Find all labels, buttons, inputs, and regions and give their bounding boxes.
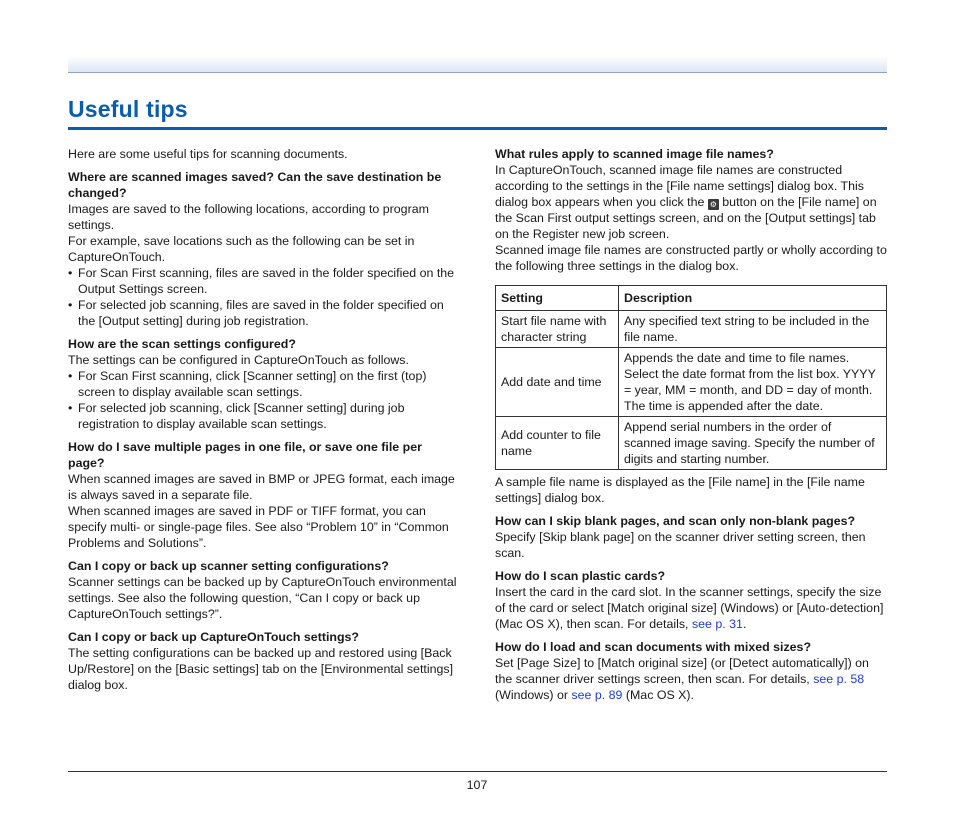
tip-save-location bbox=[68, 169, 460, 329]
answer-fragment: Set [Page Size] to [Match original size] (or [Detect automatically]) on the scanner driver settings screen, then scan. For details, bbox=[495, 656, 869, 686]
gear-icon: ⚙ bbox=[709, 200, 717, 209]
answer-text bbox=[495, 162, 888, 242]
description-cell: Append serial numbers in the order of scanned image saving. Specify the number of digits and starting number. bbox=[619, 417, 887, 470]
tip-multipage bbox=[68, 439, 460, 551]
answer-fragment: button on the [File name] on the Scan First output settings screen, and on the [Output settings] tab on the Register new job screen. bbox=[495, 195, 877, 241]
table-row bbox=[496, 348, 887, 417]
intro-text: Here are some useful tips for scanning documents. bbox=[68, 147, 348, 161]
question: How are the scan settings configured? bbox=[68, 337, 296, 351]
bullet-item: • For selected job scanning, files are saved in the folder specified on the [Output setting] during job registration. bbox=[68, 297, 460, 329]
question: How do I save multiple pages in one file, or save one file per page? bbox=[68, 440, 422, 470]
answer-text: Specify [Skip blank page] on the scanner driver setting screen, then scan. bbox=[495, 530, 866, 560]
question: How can I skip blank pages, and scan only non-blank pages? bbox=[495, 514, 856, 528]
answer-text: Scanned image file names are constructed partly or wholly according to the following three settings in the dialog box. bbox=[495, 243, 887, 273]
answer-text: The settings can be configured in CaptureOnTouch as follows. bbox=[68, 353, 409, 367]
question: Where are scanned images saved? Can the save destination be changed? bbox=[68, 170, 442, 200]
answer-fragment: . bbox=[742, 617, 747, 631]
bullet-list bbox=[68, 368, 460, 432]
answer-text: For example, save locations such as the following can be set in CaptureOnTouch. bbox=[68, 234, 415, 264]
answer-fragment: (Mac OS X). bbox=[622, 688, 695, 702]
question: Can I copy or back up scanner setting configurations? bbox=[68, 559, 389, 573]
header-description: Description bbox=[619, 286, 887, 311]
footer-divider bbox=[68, 771, 887, 772]
answer-text: When scanned images are saved in BMP or JPEG format, each image is always saved in a separate file. bbox=[68, 472, 455, 502]
see-page-89-link[interactable]: see p. 89 bbox=[571, 688, 623, 702]
answer-text bbox=[495, 655, 888, 703]
question: Can I copy or back up CaptureOnTouch settings? bbox=[68, 630, 359, 644]
left-column bbox=[68, 146, 460, 693]
question: How do I scan plastic cards? bbox=[495, 569, 666, 583]
bullet-item: • For Scan First scanning, files are saved in the folder specified on the Output Settings screen. bbox=[68, 265, 460, 297]
answer-fragment: In CaptureOnTouch, scanned image file names are constructed according to the settings in the [File name settings] dialog box. This dialog box appears when you click the bbox=[495, 163, 864, 209]
tip-scan-settings bbox=[68, 336, 460, 432]
tip-plastic-cards bbox=[495, 568, 888, 632]
see-page-58-link[interactable]: see p. 58 bbox=[813, 672, 865, 686]
question: How do I load and scan documents with mixed sizes? bbox=[495, 640, 812, 654]
header-setting: Setting bbox=[496, 286, 619, 311]
tip-backup-scanner bbox=[68, 558, 460, 622]
header-band bbox=[68, 56, 887, 73]
tip-mixed-sizes bbox=[495, 639, 888, 703]
page-number: 107 bbox=[466, 778, 488, 792]
question: What rules apply to scanned image file names? bbox=[495, 147, 774, 161]
description-cell: Any specified text string to be included in the file name. bbox=[619, 311, 887, 348]
tip-backup-captureontouch bbox=[68, 629, 460, 693]
answer-text: Scanner settings can be backed up by CaptureOnTouch environmental settings. See also the following question, “Can I copy or back up CaptureOnTouch settings?”. bbox=[68, 575, 457, 621]
bullet-item: • For Scan First scanning, click [Scanner setting] on the first (top) screen to display available scan settings. bbox=[68, 368, 460, 400]
table-header-row bbox=[496, 286, 887, 311]
answer-text: The setting configurations can be backed up and restored using [Back Up/Restore] on the [Basic settings] tab on the [Environmental settings] dialog box. bbox=[68, 646, 454, 692]
answer-text: A sample file name is displayed as the [File name] in the [File name settings] dialog box. bbox=[495, 475, 865, 505]
description-cell: Appends the date and time to file names. Select the date format from the list box. YYYY = year, MM = month, and DD = day of month. The time is appended after the date. bbox=[619, 348, 887, 417]
answer-fragment: Insert the card in the card slot. In the scanner settings, specify the size of the card or select [Match original size] (Windows) or [Auto-detection] (Mac OS X), then scan. For details, bbox=[495, 585, 884, 631]
table-row bbox=[496, 311, 887, 348]
answer-text bbox=[495, 584, 888, 632]
setting-cell: Add date and time bbox=[496, 348, 619, 417]
setting-cell: Add counter to file name bbox=[496, 417, 619, 470]
table-row bbox=[496, 417, 887, 470]
tip-skip-blank bbox=[495, 513, 888, 561]
bullet-item: • For selected job scanning, click [Scanner setting] during job registration to display available scan settings. bbox=[68, 400, 460, 432]
tip-file-names bbox=[495, 146, 888, 506]
file-name-settings-table bbox=[495, 285, 887, 470]
see-page-31-link[interactable]: see p. 31 bbox=[691, 617, 743, 631]
bullet-list bbox=[68, 265, 460, 329]
answer-text: When scanned images are saved in PDF or TIFF format, you can specify multi- or single-page files. See also “Problem 10” in “Common Problems and Solutions”. bbox=[68, 504, 449, 550]
title-divider bbox=[68, 127, 887, 130]
answer-fragment: (Windows) or bbox=[495, 688, 572, 702]
right-column bbox=[495, 146, 888, 703]
answer-text: Images are saved to the following locations, according to program settings. bbox=[68, 202, 429, 232]
setting-cell: Start file name with character string bbox=[496, 311, 619, 348]
page-title: Useful tips bbox=[68, 96, 188, 122]
